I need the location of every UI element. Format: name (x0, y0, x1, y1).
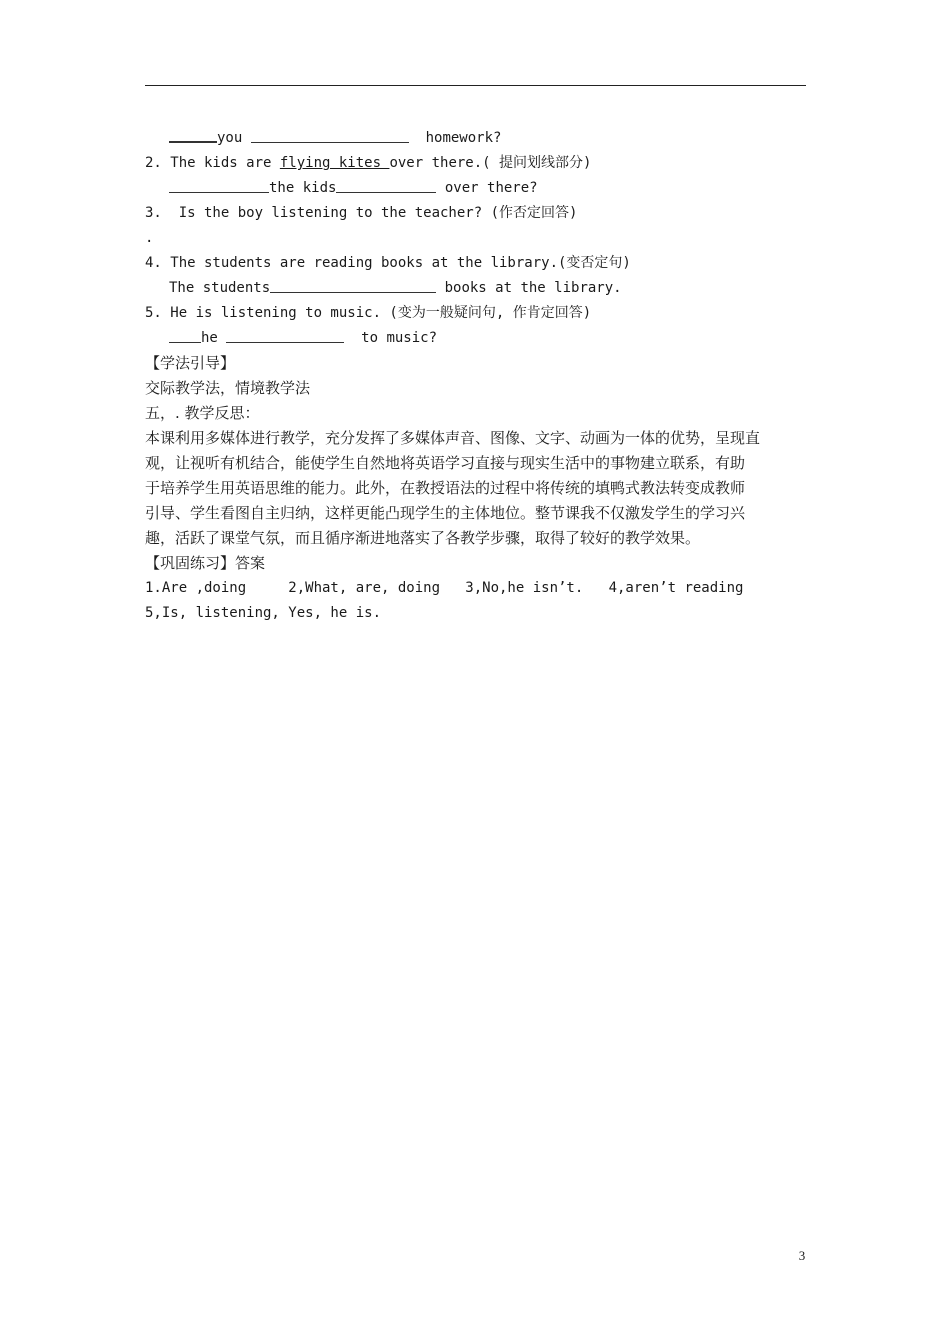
exercise-2-answer-line (145, 176, 806, 201)
text: over there.( 提问划线部分) (389, 155, 592, 171)
exercise-4-answer-line (145, 276, 806, 301)
blank (226, 328, 344, 343)
text: over there? (444, 180, 538, 196)
blank (336, 178, 436, 193)
text: The students (169, 280, 271, 296)
answers-heading: 【巩固练习】答案 (145, 554, 266, 572)
reflection-paragraph-line: 于培养学生用英语思维的能力。此外，在教授语法的过程中将传统的填鸭式教法转变成教师 (145, 479, 746, 497)
method-text: 交际教学法，情境教学法 (145, 379, 311, 397)
exercise-3-question: 3. Is the boy listening to the teacher? (作否定回答) (145, 205, 578, 221)
method-heading: 【学法引导】 (145, 354, 236, 372)
text: to music? (361, 330, 438, 346)
page-number: 3 (798, 1248, 806, 1263)
text: the kids (269, 180, 337, 196)
exercise-2-question (145, 151, 806, 176)
blank (169, 127, 217, 143)
reflection-paragraph-line: 本课利用多媒体进行教学，充分发挥了多媒体声音、图像、文字、动画为一体的优势，呈现直 (145, 429, 761, 447)
document-body (145, 126, 806, 626)
exercise-4-question: 4. The students are reading books at the library.(变否定句) (145, 255, 631, 271)
reflection-paragraph-line: 引导、学生看图自主归纳，这样更能凸现学生的主体地位。整节课我不仅激发学生的学习兴 (145, 504, 746, 522)
reflection-paragraph-line: 观，让视听有机结合，能使学生自然地将英语学习直接与现实生活中的事物建立联系，有助 (145, 454, 746, 472)
exercise-5-question: 5. He is listening to music. (变为一般疑问句, 作肯定回答) (145, 305, 592, 321)
blank (251, 128, 409, 143)
header-rule (145, 85, 806, 86)
blank (270, 278, 436, 293)
blank (169, 328, 201, 343)
text: homework? (425, 130, 502, 146)
text: books at the library. (444, 280, 622, 296)
blank (169, 178, 269, 193)
exercise-3-answer-line: . (145, 230, 154, 246)
answers-line: 5,Is, listening, Yes, he is. (145, 605, 382, 621)
underlined-phrase: flying kites (279, 155, 390, 171)
reflection-paragraph-line: 趣，活跃了课堂气氛，而且循序渐进地落实了各教学步骤，取得了较好的教学效果。 (145, 529, 701, 547)
reflection-heading: 五，. 教学反思： (145, 404, 260, 422)
text: you (217, 130, 243, 146)
text: he (201, 330, 218, 346)
exercise-1-line (145, 126, 806, 151)
exercise-5-answer-line (145, 326, 806, 351)
text: 2. The kids are (145, 155, 280, 171)
answers-line: 1.Are ,doing 2,What, are, doing 3,No,he isn’t. 4,aren’t reading (145, 580, 744, 596)
